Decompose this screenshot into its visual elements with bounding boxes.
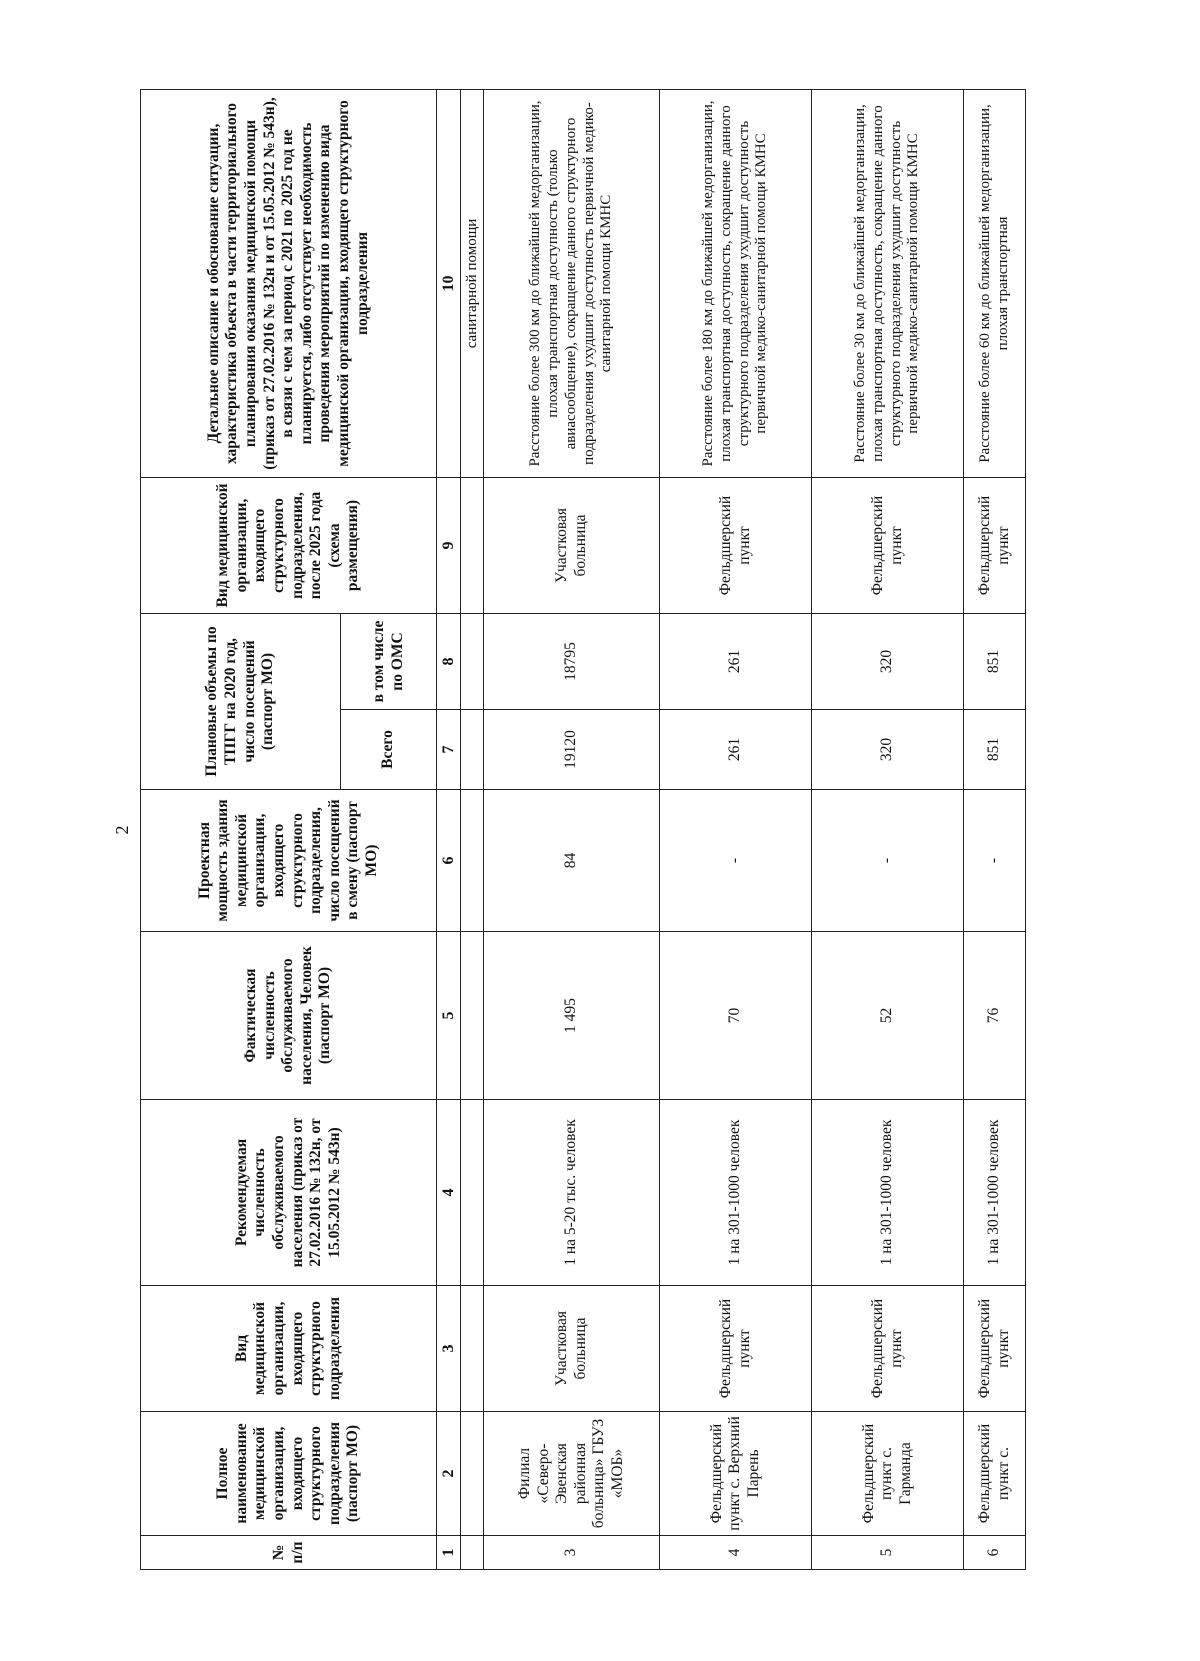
design-capacity: - (964, 790, 1026, 932)
facility-name: Фельдшерский пункт с. (964, 1412, 1026, 1536)
facility-name: Фельдшерский пункт с. Гарманда (812, 1412, 964, 1536)
planned-oms: 851 (964, 614, 1026, 710)
planned-total: 851 (964, 710, 1026, 790)
design-capacity: - (660, 790, 812, 932)
header-description: Детальное описание и обоснование ситуации, характеристика объекта в части территориального планирования оказания медицинской помощи (приказ от 27.02.2016 № 132н и от 15.05.2012 № 543н), в связи с чем за период с 2021 по 2025 год не планируется, либо отсутствует необходимость проведения мероприятий по изменению вида медицинской организации, входящего структурного подразделения (141, 90, 437, 478)
column-number: 1 (437, 1536, 461, 1570)
table-row (964, 90, 1026, 1570)
row-number: 6 (964, 1536, 1026, 1570)
rotated-table-container (140, 90, 1020, 1570)
actual-population: 1 495 (484, 932, 660, 1100)
facility-type: Фельдшерский пункт (812, 1286, 964, 1412)
actual-population: 52 (812, 932, 964, 1100)
header-planned-volumes: Плановые объемы по ТПГГ на 2020 год, число посещений (паспорт МО) (141, 614, 341, 790)
actual-population: 76 (964, 932, 1026, 1100)
continuation-text: санитарной помощи (461, 90, 484, 478)
column-number: 2 (437, 1412, 461, 1536)
facility-name: Филиал «Северо-Эвенская районная больница» ГБУЗ «МОБ» (484, 1412, 660, 1536)
recommended-population: 1 на 301-1000 человек (812, 1100, 964, 1286)
facility-name: Фельдшерский пункт с. Верхний Парень (660, 1412, 812, 1536)
column-numbers-row (437, 90, 461, 1570)
row-number: 5 (812, 1536, 964, 1570)
description: Расстояние более 180 км до ближайшей медорганизации, плохая транспортная доступность, сокращение данного структурного подразделения ухудшит доступность первичной медико-санитарной помощи КМНС (660, 90, 812, 478)
facilities-table (140, 89, 1026, 1570)
column-number: 4 (437, 1100, 461, 1286)
planned-oms: 261 (660, 614, 812, 710)
facility-type: Фельдшерский пункт (660, 1286, 812, 1412)
actual-population: 70 (660, 932, 812, 1100)
header-recommended: Рекомендуемая численность обслуживаемого населения (приказ от 27.02.2016 № 132н, от 15.05.2012 № 543н) (141, 1100, 437, 1286)
table-row (660, 90, 812, 1570)
planned-total: 320 (812, 710, 964, 790)
column-number: 10 (437, 90, 461, 478)
type-after-2025: Фельдшерский пункт (660, 478, 812, 614)
facility-type: Фельдшерский пункт (964, 1286, 1026, 1412)
row-number: 3 (484, 1536, 660, 1570)
table-row (484, 90, 660, 1570)
column-number: 9 (437, 478, 461, 614)
header-oms: в том числе по ОМС (341, 614, 437, 710)
header-actual: Фактическая численность обслуживаемого населения, Человек (паспорт МО) (141, 932, 437, 1100)
type-after-2025: Фельдшерский пункт (964, 478, 1026, 614)
column-number: 5 (437, 932, 461, 1100)
header-total: Всего (341, 710, 437, 790)
column-number: 7 (437, 710, 461, 790)
header-row (141, 90, 341, 1570)
design-capacity: 84 (484, 790, 660, 932)
recommended-population: 1 на 301-1000 человек (660, 1100, 812, 1286)
planned-total: 19120 (484, 710, 660, 790)
facility-type: Участковая больница (484, 1286, 660, 1412)
planned-oms: 18795 (484, 614, 660, 710)
column-number: 3 (437, 1286, 461, 1412)
header-name: Полное наименование медицинской организации, входящего структурного подразделения (паспорт МО) (141, 1412, 437, 1536)
column-number: 8 (437, 614, 461, 710)
page-number: 2 (112, 825, 132, 835)
header-type-after-2025: Вид медицинской организации, входящего структурного подразделения, после 2025 года (схема размещения) (141, 478, 437, 614)
design-capacity: - (812, 790, 964, 932)
table-row (812, 90, 964, 1570)
description: Расстояние более 30 км до ближайшей медорганизации, плохая транспортная доступность, сокращение данного структурного подразделения ухудшит доступность первичной медико-санитарной помощи КМНС (812, 90, 964, 478)
row-number: 4 (660, 1536, 812, 1570)
recommended-population: 1 на 5-20 тыс. человек (484, 1100, 660, 1286)
type-after-2025: Участковая больница (484, 478, 660, 614)
header-capacity: Проектная мощность здания медицинской организации, входящего структурного подразделения, число посещений в смену (паспорт МО) (141, 790, 437, 932)
planned-oms: 320 (812, 614, 964, 710)
description: Расстояние более 300 км до ближайшей медорганизации, плохая транспортная доступность (только авиасообщение), сокращение данного структурного подразделения ухудшит доступность первичной медико-санитарной помощи КМНС (484, 90, 660, 478)
continuation-row (461, 90, 484, 1570)
type-after-2025: Фельдшерский пункт (812, 478, 964, 614)
description: Расстояние более 60 км до ближайшей медорганизации, плохая транспортная (964, 90, 1026, 478)
recommended-population: 1 на 301-1000 человек (964, 1100, 1026, 1286)
planned-total: 261 (660, 710, 812, 790)
header-type: Вид медицинской организации, входящего структурного подразделения (141, 1286, 437, 1412)
column-number: 6 (437, 790, 461, 932)
header-num: № п/п (141, 1536, 437, 1570)
